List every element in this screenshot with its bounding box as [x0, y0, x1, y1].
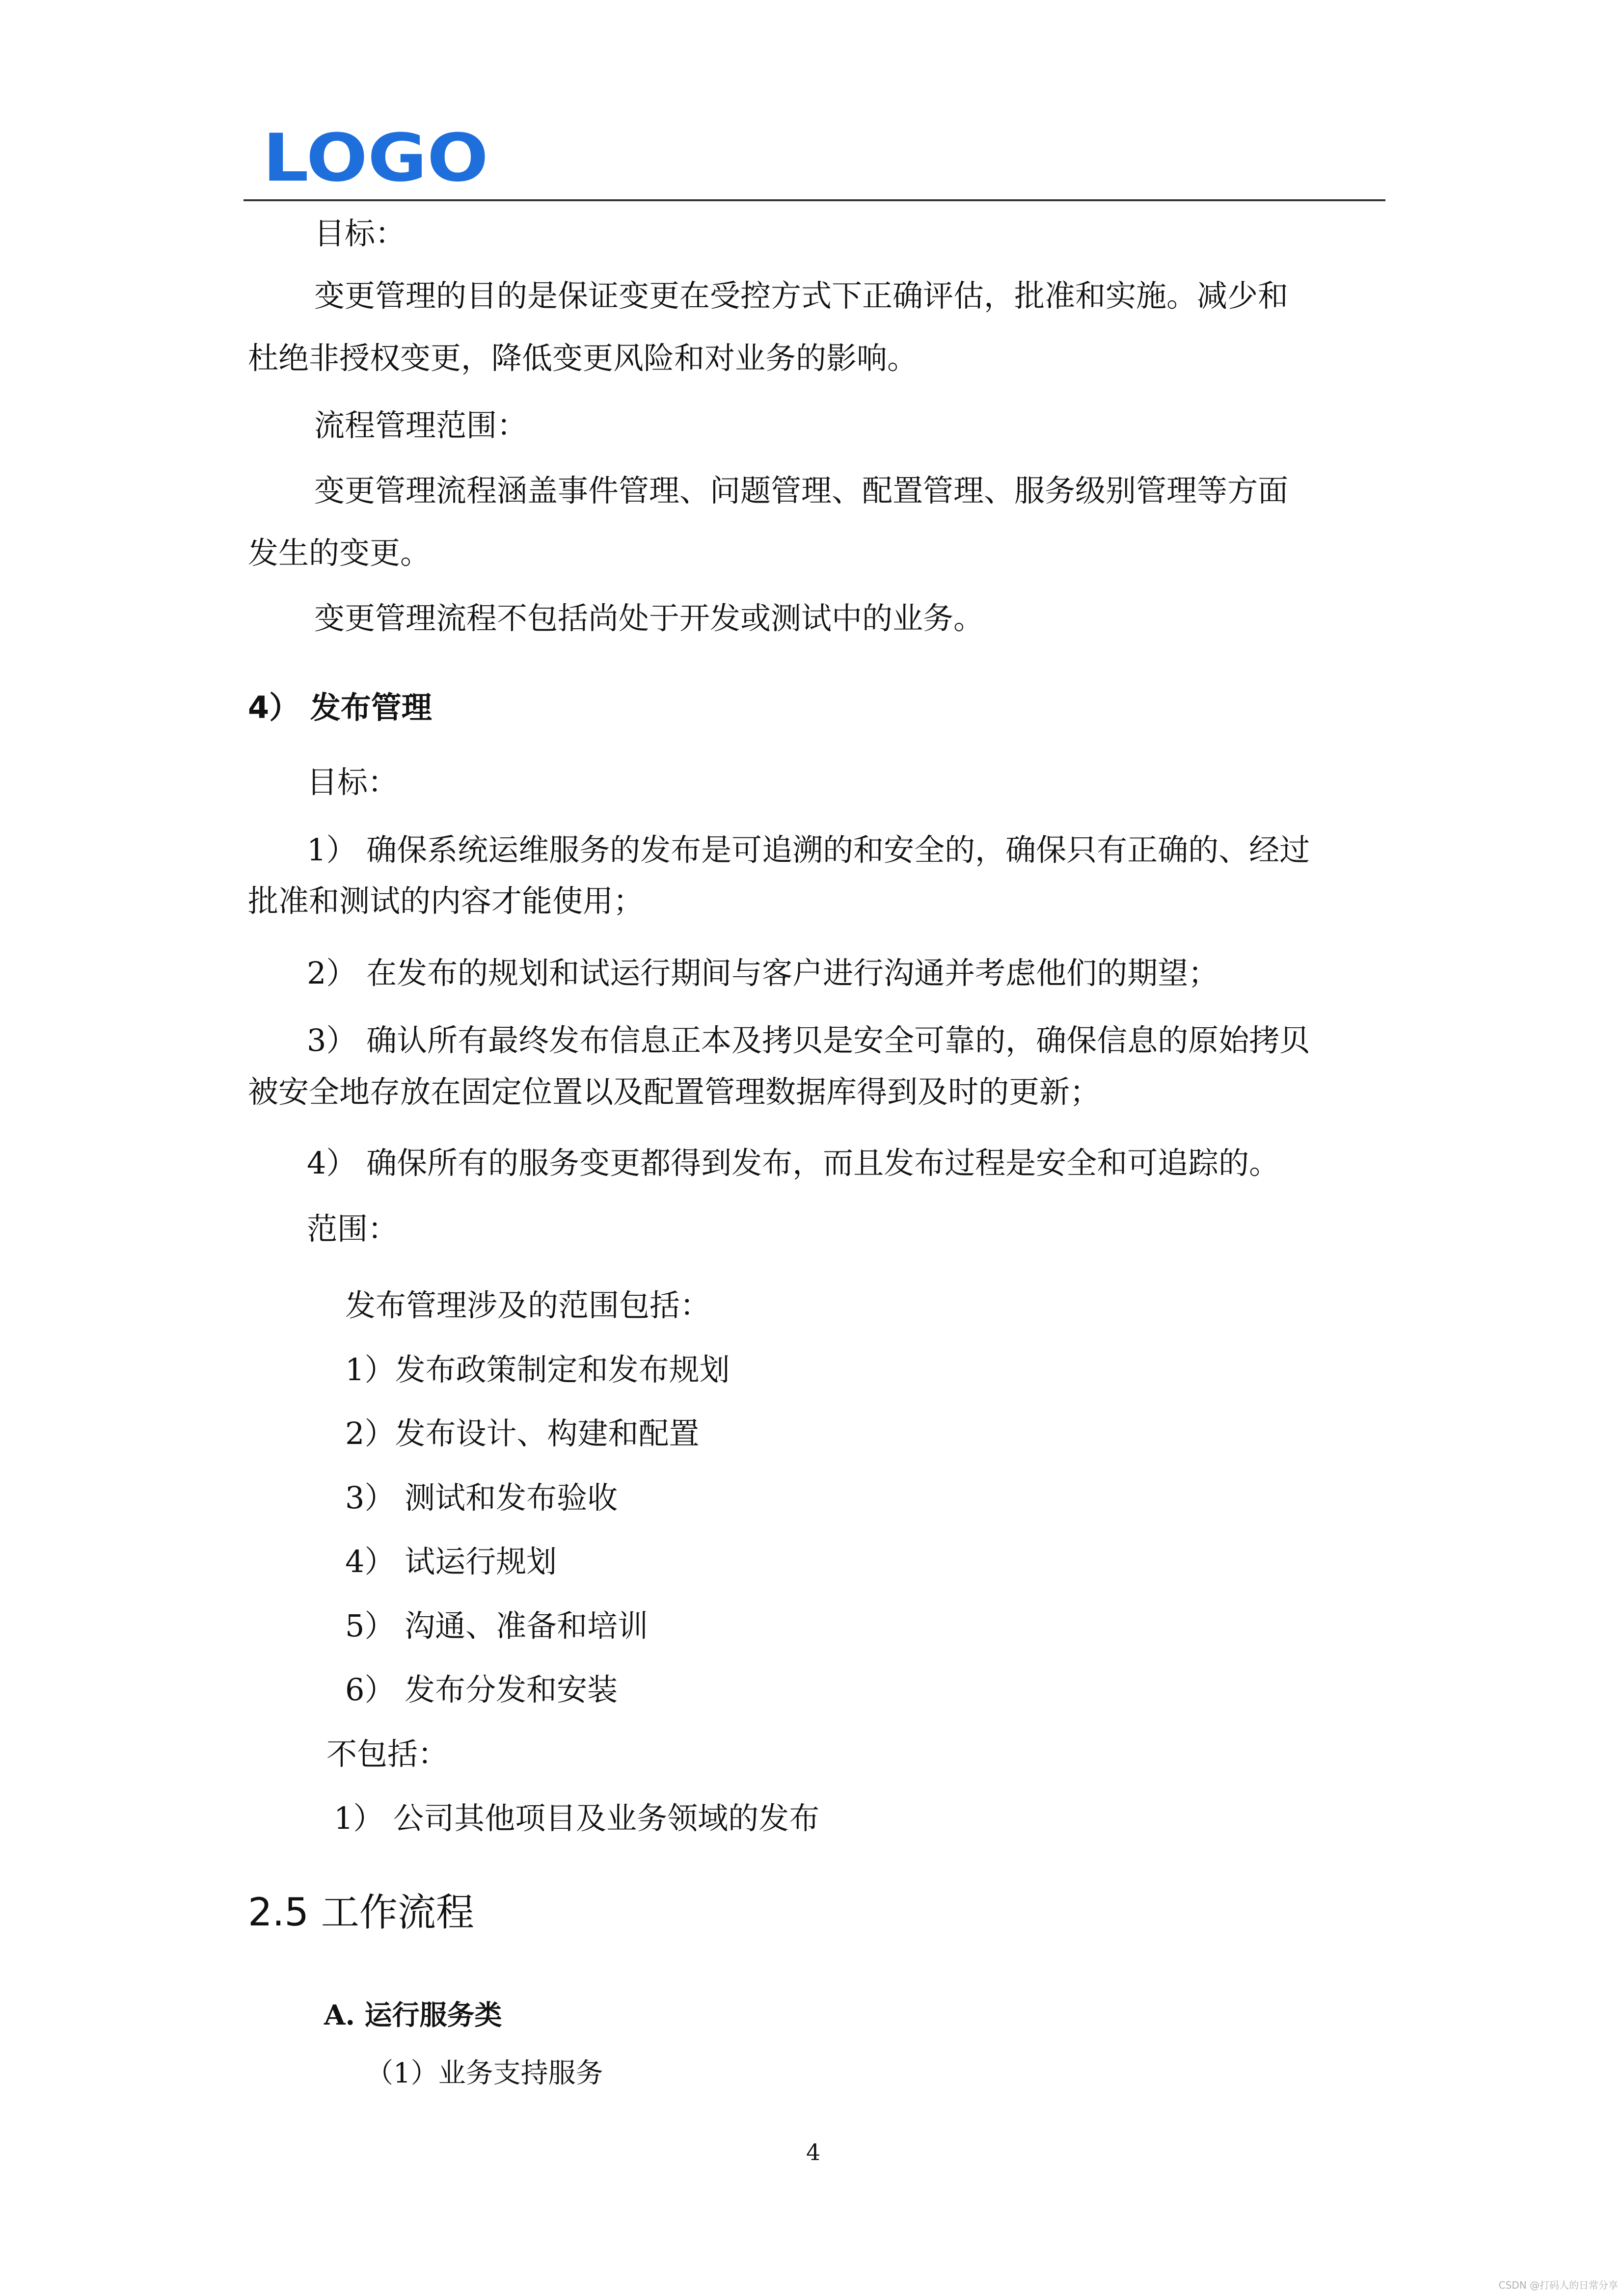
- release-goal-3-line2: 被安全地存放在固定位置以及配置管理数据库得到及时的更新；: [248, 1074, 1101, 1110]
- release-scope-item: 1）发布政策制定和发布规划: [345, 1352, 730, 1388]
- release-goal-1-line2: 批准和测试的内容才能使用；: [248, 883, 644, 919]
- change-exclude-line: 变更管理流程不包括尚处于开发或测试中的业务。: [314, 600, 984, 636]
- release-goal-label: 目标：: [307, 764, 399, 800]
- section-heading: 2.5 工作流程: [248, 1891, 474, 1935]
- change-scope-line2: 发生的变更。: [248, 535, 431, 571]
- change-goal-label: 目标：: [314, 215, 406, 251]
- release-exclude-label: 不包括：: [326, 1736, 449, 1772]
- release-scope-item: 6） 发布分发和安装: [345, 1672, 618, 1708]
- change-goal-line1: 变更管理的目的是保证变更在受控方式下正确评估，批准和实施。减少和: [314, 278, 1289, 314]
- release-scope-item: 4） 试运行规划: [345, 1544, 557, 1579]
- release-goal-4: 4） 确保所有的服务变更都得到发布，而且发布过程是安全和可追踪的。: [307, 1145, 1280, 1181]
- release-scope-intro: 发布管理涉及的范围包括：: [345, 1287, 711, 1323]
- release-exclude-item: 1） 公司其他项目及业务领域的发布: [334, 1800, 820, 1836]
- release-scope-item: 5） 沟通、准备和培训: [345, 1608, 649, 1644]
- release-scope-label: 范围：: [307, 1211, 399, 1247]
- release-goal-1-line1: 1） 确保系统运维服务的发布是可追溯的和安全的，确保只有正确的、经过: [307, 832, 1310, 868]
- header-divider: [244, 199, 1385, 201]
- subsection-a-item-1: （1）业务支持服务: [366, 2057, 603, 2089]
- change-scope-line1: 变更管理流程涵盖事件管理、问题管理、配置管理、服务级别管理等方面: [314, 473, 1289, 508]
- change-scope-label: 流程管理范围：: [314, 407, 528, 443]
- logo-text: LOGO: [263, 132, 488, 187]
- page-number: 4: [806, 2139, 821, 2165]
- release-heading: 4） 发布管理: [248, 690, 432, 725]
- change-goal-line2: 杜绝非授权变更，降低变更风险和对业务的影响。: [248, 340, 918, 376]
- release-scope-item: 2）发布设计、构建和配置: [345, 1415, 700, 1451]
- release-goal-2: 2） 在发布的规划和试运行期间与客户进行沟通并考虑他们的期望；: [307, 955, 1219, 991]
- release-goal-3-line1: 3） 确认所有最终发布信息正本及拷贝是安全可靠的，确保信息的原始拷贝: [307, 1022, 1310, 1058]
- watermark-text: CSDN @打码人的日常分享: [1498, 2279, 1618, 2291]
- release-scope-item: 3） 测试和发布验收: [345, 1480, 618, 1516]
- company-logo: [263, 132, 488, 187]
- subsection-a-heading: A. 运行服务类: [324, 1999, 502, 2031]
